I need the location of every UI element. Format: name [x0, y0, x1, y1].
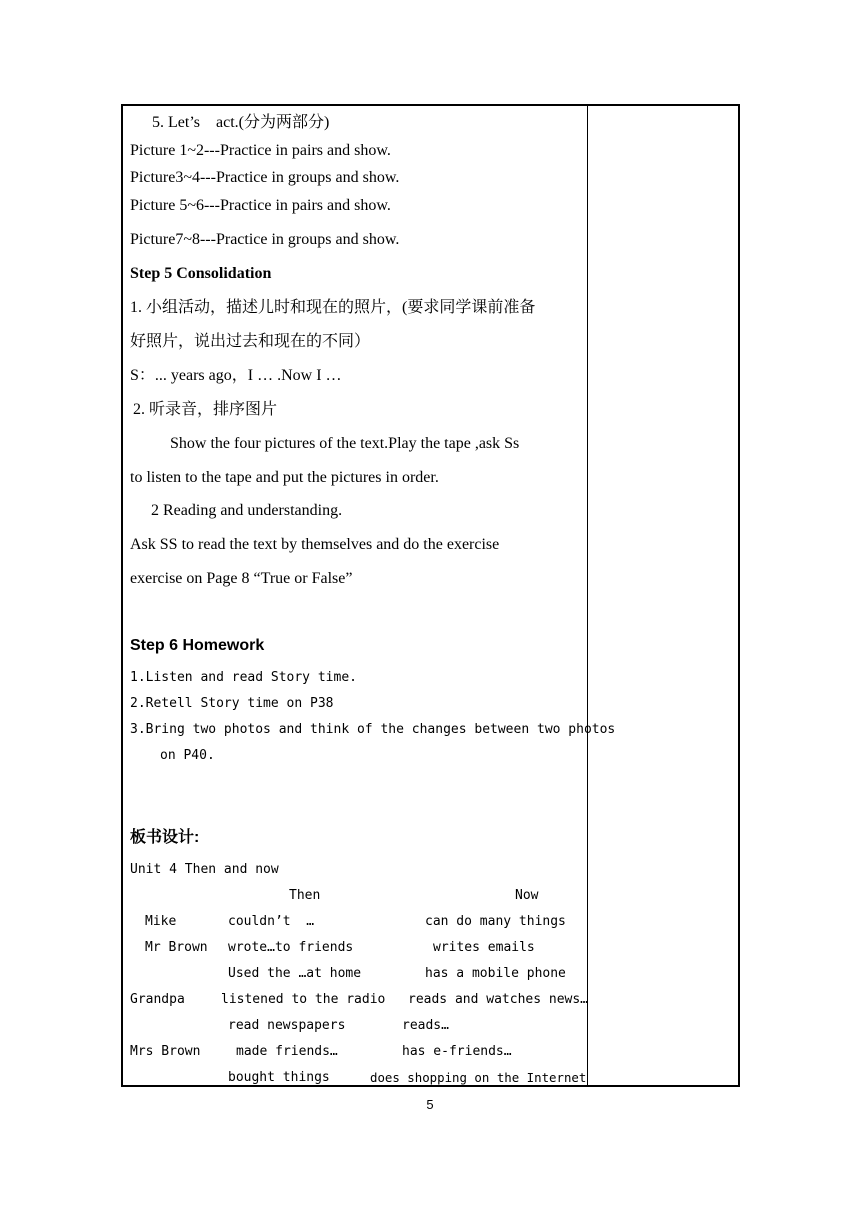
board-row-name: Mr Brown: [145, 940, 208, 955]
board-row-then: wrote…to friends: [228, 940, 354, 955]
column-divider: [587, 106, 588, 1085]
board-unit-title: Unit 4 Then and now: [130, 862, 279, 877]
board-design-heading: 板书设计:: [130, 829, 200, 846]
step5-heading: Step 5 Consolidation: [130, 265, 272, 282]
board-row-now: does shopping on the Internet: [370, 1070, 587, 1085]
board-row-name: Grandpa: [130, 992, 185, 1007]
step6-heading: Step 6 Homework: [130, 637, 265, 654]
board-then-header: Then: [289, 888, 321, 903]
board-now-header: Now: [515, 888, 539, 903]
picture-line-4: Picture7~8---Practice in groups and show.: [130, 231, 400, 248]
board-row-then: made friends…: [236, 1044, 338, 1059]
board-row-now: reads…: [402, 1018, 449, 1033]
instruction-line-4: exercise on Page 8 “True or False”: [130, 570, 353, 587]
board-row-now: has e-friends…: [402, 1044, 512, 1059]
reading-heading: 2 Reading and understanding.: [151, 502, 343, 519]
board-row-then: couldn’t …: [228, 914, 315, 929]
consolidation-item-1a: 1. 小组活动，描述儿时和现在的照片，(要求同学课前准备: [130, 299, 536, 316]
consolidation-item-2: 2. 听录音，排序图片: [133, 401, 278, 418]
board-row-now: writes emails: [433, 940, 535, 955]
picture-line-1: Picture 1~2---Practice in pairs and show.: [130, 142, 391, 159]
board-row-now: reads and watches news…: [408, 992, 589, 1007]
board-row-name: Mrs Brown: [130, 1044, 201, 1059]
board-row-then: listened to the radio: [221, 992, 386, 1007]
board-row-then: read newspapers: [228, 1018, 346, 1033]
consolidation-item-1b: 好照片，说出过去和现在的不同）: [130, 333, 371, 350]
instruction-line-1: Show the four pictures of the text.Play the tape ,ask Ss: [170, 435, 520, 452]
homework-item-2: 2.Retell Story time on P38: [130, 696, 334, 711]
homework-item-1: 1.Listen and read Story time.: [130, 670, 357, 685]
picture-line-2: Picture3~4---Practice in groups and show.: [130, 169, 400, 186]
sentence-pattern: S：... years ago，I … .Now I …: [130, 367, 342, 384]
picture-line-3: Picture 5~6---Practice in pairs and show.: [130, 197, 391, 214]
board-row-now: has a mobile phone: [425, 966, 566, 981]
page-number: 5: [426, 1097, 434, 1112]
homework-item-3: 3.Bring two photos and think of the changes between two photos: [130, 722, 616, 737]
board-row-then: bought things: [228, 1070, 330, 1085]
board-row-then: Used the …at home: [228, 966, 362, 981]
homework-item-3-cont: on P40.: [160, 748, 215, 763]
lets-act-heading: 5. Let’s act.(分为两部分): [152, 114, 330, 131]
board-row-now: can do many things: [425, 914, 566, 929]
instruction-line-3: Ask SS to read the text by themselves and do the exercise: [130, 536, 500, 553]
lesson-plan-table: [121, 104, 740, 1087]
board-row-name: Mike: [145, 914, 177, 929]
instruction-line-2: to listen to the tape and put the pictures in order.: [130, 469, 439, 486]
